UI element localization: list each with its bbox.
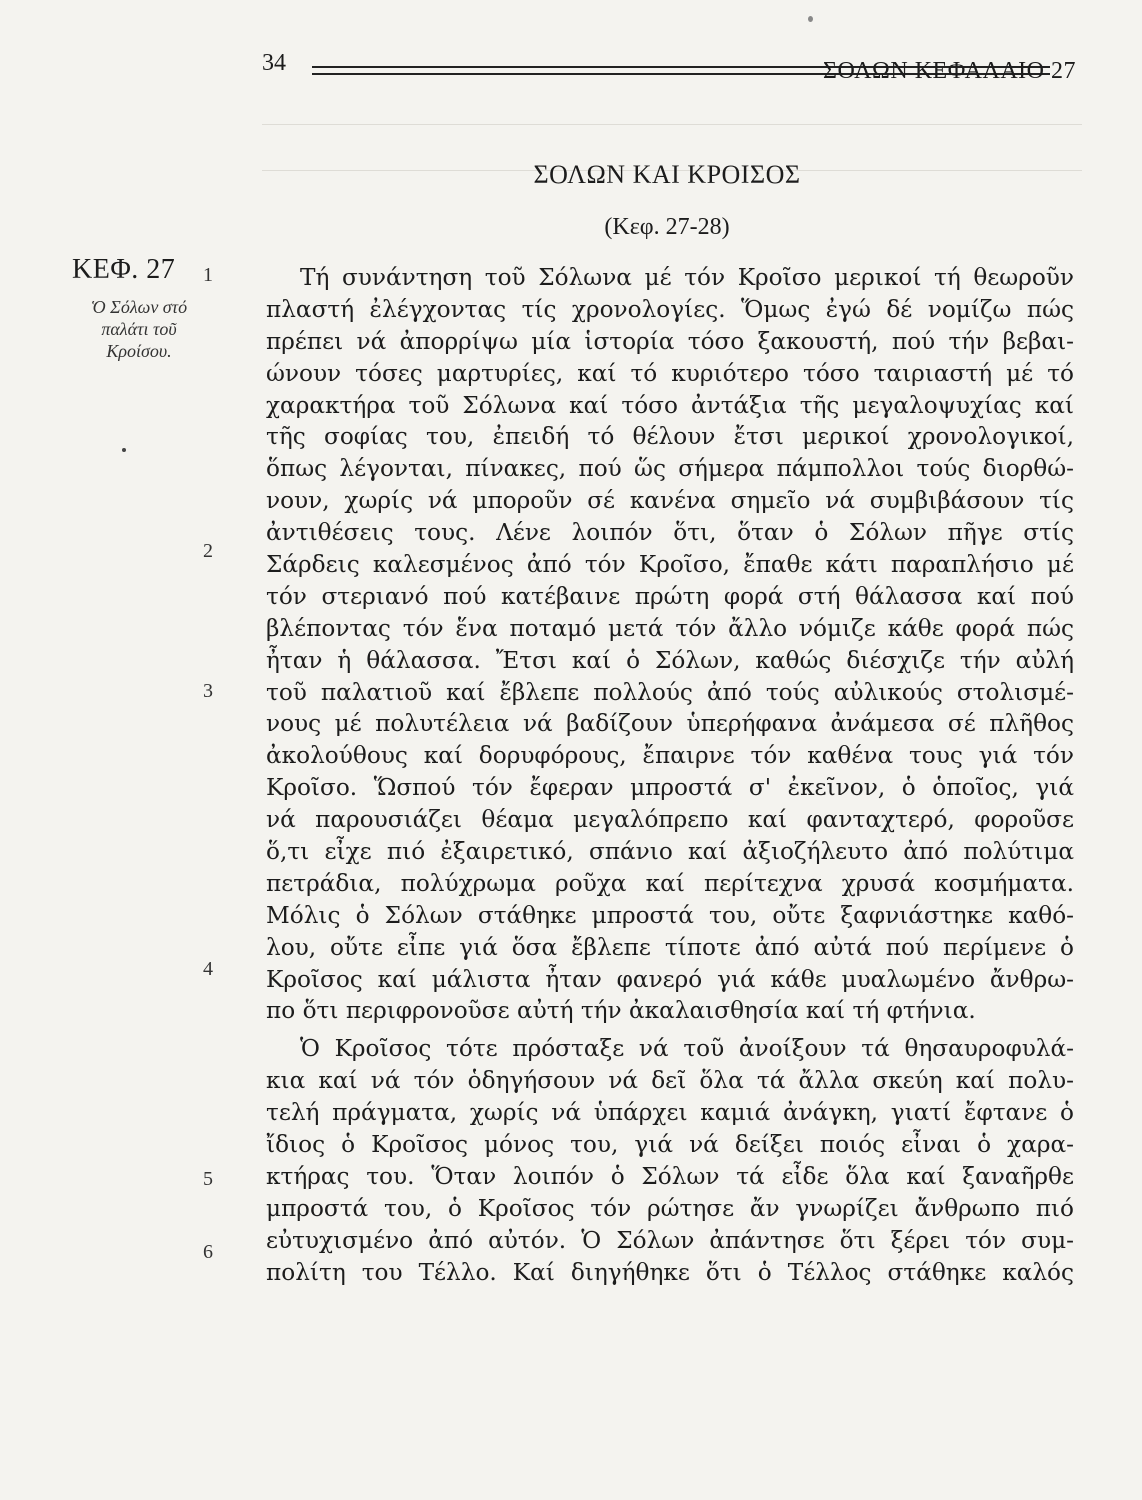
ink-speck (122, 448, 126, 452)
text-line: πο ὅτι περιφρονοῦσε αὐτή τήν ἀκαλαισθησία καί τή φτήνια. (266, 997, 976, 1025)
section-number: 3 (203, 680, 213, 702)
text-line: τοῦ παλατιοῦ καί ἔβλεπε πολλούς ἀπό τούς αὐλικούς στολισμέ- (266, 678, 1074, 706)
bleed-through-line (262, 124, 1082, 125)
page-header (262, 46, 1076, 86)
text-line: πλαστή ἐλέγχοντας τίς χρονολογίες. Ὅμως ἐγώ δέ νομίζω πώς (266, 295, 1074, 323)
sidenote-line: Κροίσου. (106, 341, 172, 361)
text-line: πετράδια, πολύχρωμα ροῦχα καί περίτεχνα χρυσά κοσμήματα. (266, 869, 1074, 897)
text-line: ἴδιος ὁ Κροῖσος μόνος του, γιά νά δείξει ποιός εἶναι ὁ χαρα- (266, 1131, 1074, 1159)
sidenote-line: Ὁ Σόλων στό (90, 297, 188, 317)
text-line: Μόλις ὁ Σόλων στάθηκε μπροστά του, οὔτε ξαφνιάστηκε καθό- (266, 901, 1074, 929)
text-line: πολίτη του Τέλλο. Καί διηγήθηκε ὅτι ὁ Τέλλος στάθηκε καλός (266, 1258, 1074, 1286)
chapter-title: ΣΟΛΩΝ ΚΑΙ ΚΡΟΙΣΟΣ (533, 160, 801, 189)
text-line: νους μέ πολυτέλεια νά βαδίζουν ὑπερήφανα ἀνάμεσα σέ πλῆθος (266, 710, 1074, 738)
section-number: 5 (203, 1168, 213, 1190)
text-line: ὅπως λέγονται, πίνακες, πού ὥς σήμερα πάμπολλοι τούς διορθώ- (266, 455, 1074, 483)
text-line: Ὁ Κροῖσος τότε πρόσταξε νά τοῦ ἀνοίξουν τά θησαυροφυλά- (300, 1035, 1074, 1063)
body-text (266, 262, 1074, 1289)
text-line: πρέπει νά ἀπορρίψω μία ἱστορία τόσο ξακουστή, πού τήν βεβαι- (266, 327, 1074, 355)
chapter-label: ΚΕΦ. 27 (72, 254, 176, 285)
text-line: χαρακτήρα τοῦ Σόλωνα καί τόσο ἀντάξια τῆς μεγαλοψυχίας καί (266, 391, 1074, 419)
section-number: 2 (203, 540, 213, 562)
chapter-subtitle: (Κεφ. 27-28) (604, 214, 730, 240)
text-line: ώνουν τόσες μαρτυρίες, καί τό κυριότερο τόσο ταιριαστή μέ τό (266, 359, 1074, 387)
text-line: ὅ,τι εἶχε πιό ἐξαιρετικό, σπάνιο καί ἀξιοζήλευτο ἀπό πολύτιμα (266, 838, 1074, 866)
text-line: ἀκολούθους καί δορυφόρους, ἔπαιρνε τόν καθένα τους γιά τόν (266, 742, 1074, 770)
text-line: εὐτυχισμένο ἀπό αὐτόν. Ὁ Σόλων ἀπάντησε ὅτι ξέρει τόν συμ- (266, 1226, 1074, 1254)
section-number: 1 (203, 264, 213, 286)
text-line: Κροῖσο. Ὥσπού τόν ἔφεραν μπροστά σ' ἐκεῖνον, ὁ ὁποῖος, γιά (266, 774, 1074, 802)
text-line: μπροστά του, ὁ Κροῖσος τόν ρώτησε ἄν γνωρίζει ἄνθρωπο πιό (266, 1194, 1074, 1222)
text-line: ἀντιθέσεις τους. Λένε λοιπόν ὅτι, ὅταν ὁ Σόλων πῆγε στίς (266, 519, 1074, 547)
text-line: Κροῖσος καί μάλιστα ἦταν φανερό γιά κάθε μυαλωμένο ἄνθρω- (266, 965, 1074, 993)
text-line: κτήρας του. Ὅταν λοιπόν ὁ Σόλων τά εἶδε ὅλα καί ξαναῆρθε (266, 1162, 1074, 1190)
ink-speck (808, 16, 813, 22)
text-line: Τή συνάντηση τοῦ Σόλωνα μέ τόν Κροῖσο μερικοί τή θεωροῦν (300, 264, 1074, 291)
section-number: 4 (203, 958, 213, 980)
text-line: Σάρδεις καλεσμένος ἀπό τόν Κροῖσο, ἔπαθε κάτι παραπλήσιο μέ (266, 551, 1074, 579)
text-line: ἦταν ἡ θάλασσα. Ἔτσι καί ὁ Σόλων, καθώς διέσχιζε τήν αὐλή (266, 646, 1074, 674)
text-line: τελή πράγματα, χωρίς νά ὑπάρχει καμιά ἀνάγκη, γιατί ἔφτανε ὁ (266, 1099, 1074, 1127)
text-line: νά παρουσιάζει θέαμα μεγαλόπρεπο καί φανταχτερό, φοροῦσε (266, 806, 1074, 834)
sidenote-line: παλάτι τοῦ (101, 319, 177, 339)
text-line: νουν, χωρίς νά μποροῦν σέ κανένα σημεῖο νά συμβιβάσουν τίς (266, 487, 1074, 515)
text-line: κια καί νά τόν ὁδηγήσουν νά δεῖ ὅλα τά ἄλλα σκεύη καί πολυ- (266, 1067, 1074, 1095)
margin-sidenote (64, 296, 214, 362)
text-line: τόν στεριανό πού κατέβαινε πρώτη φορά στή θάλασσα καί πού (266, 582, 1074, 610)
text-line: λου, οὔτε εἶπε γιά ὅσα ἔβλεπε τίποτε ἀπό αὐτά πού περίμενε ὁ (266, 933, 1074, 961)
running-head: ΣΟΛΩΝ ΚΕΦΑΛΑΙΟ 27 (823, 58, 1076, 84)
text-line: βλέποντας τόν ἕνα ποταμό μετά τόν ἄλλο νόμιζε κάθε φορά πώς (266, 614, 1074, 642)
section-number: 6 (203, 1241, 213, 1263)
page-number: 34 (262, 50, 286, 76)
text-line: τῆς σοφίας του, ἐπειδή τό θέλουν ἔτσι μερικοί χρονολογικοί, (266, 423, 1074, 451)
